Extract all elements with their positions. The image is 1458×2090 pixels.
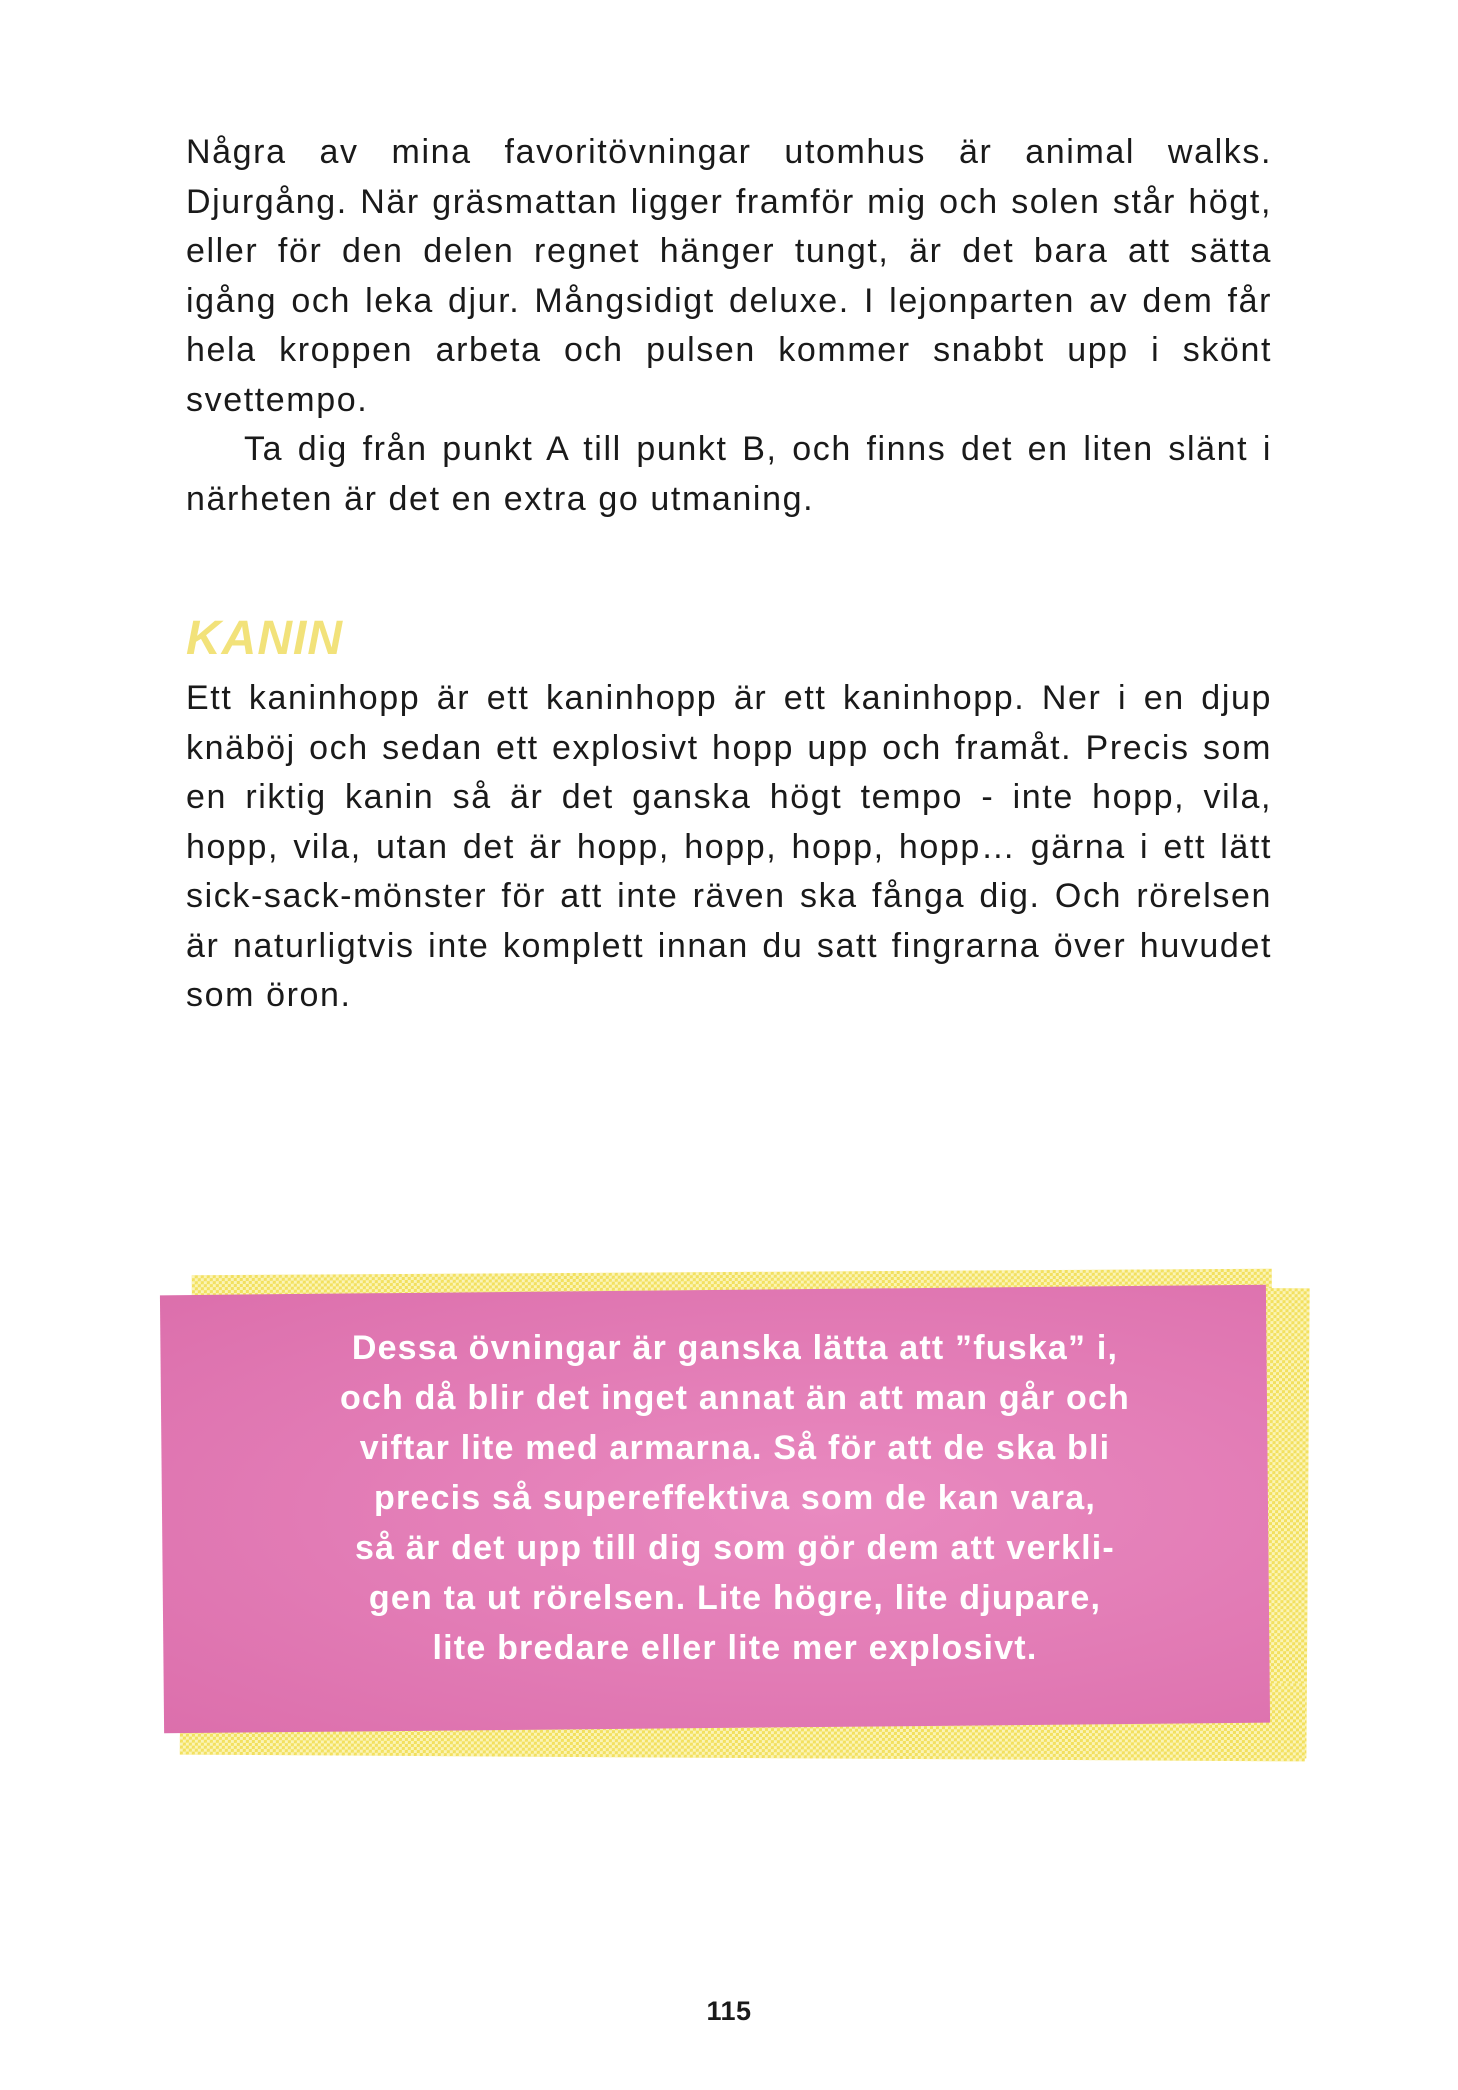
intro-paragraph-1: Några av mina favoritövningar utomhus är animal walks. Djurgång. När gräsmattan ligger framför mig och solen står högt, eller för den delen regnet hänger tungt, är det bara att sätta igång och leka djur. Mångsidigt deluxe. I lejonparten av dem får hela kroppen arbeta och pulsen kommer snabbt upp i skönt svettempo.: [186, 133, 1272, 419]
page-number: 115: [706, 1996, 752, 2026]
kanin-paragraph: Ett kaninhopp är ett kaninhopp är ett kaninhopp. Ner i en djup knäböj och sedan ett explosivt hopp upp och framåt. Precis som en riktig kanin så är det ganska högt tempo - inte hopp, vila, hopp, vila, utan det är hopp, hopp, hopp, hopp… gärna i ett lätt sick-sack-mönster för att inte räven ska fånga dig. Och rörelsen är naturligtvis inte komplett innan du satt fingrarna över huvudet som öron.: [186, 679, 1272, 1014]
callout-text: Dessa övningar är ganska lätta att ”fuska” i, och då blir det inget annat än att man går och viftar lite med armarna. Så för att de ska bli precis så supereffektiva som de kan vara, så är det upp till dig som gör dem att verkli- gen ta ut rörelsen. Lite högre, lite djupare, lite bredare eller lite mer explosivt.: [339, 1329, 1131, 1667]
section-heading-kanin: KANIN: [186, 612, 343, 665]
intro-paragraph-2: Ta dig från punkt A till punkt B, och finns det en liten slänt i närheten är det en extra go utmaning.: [186, 430, 1272, 518]
